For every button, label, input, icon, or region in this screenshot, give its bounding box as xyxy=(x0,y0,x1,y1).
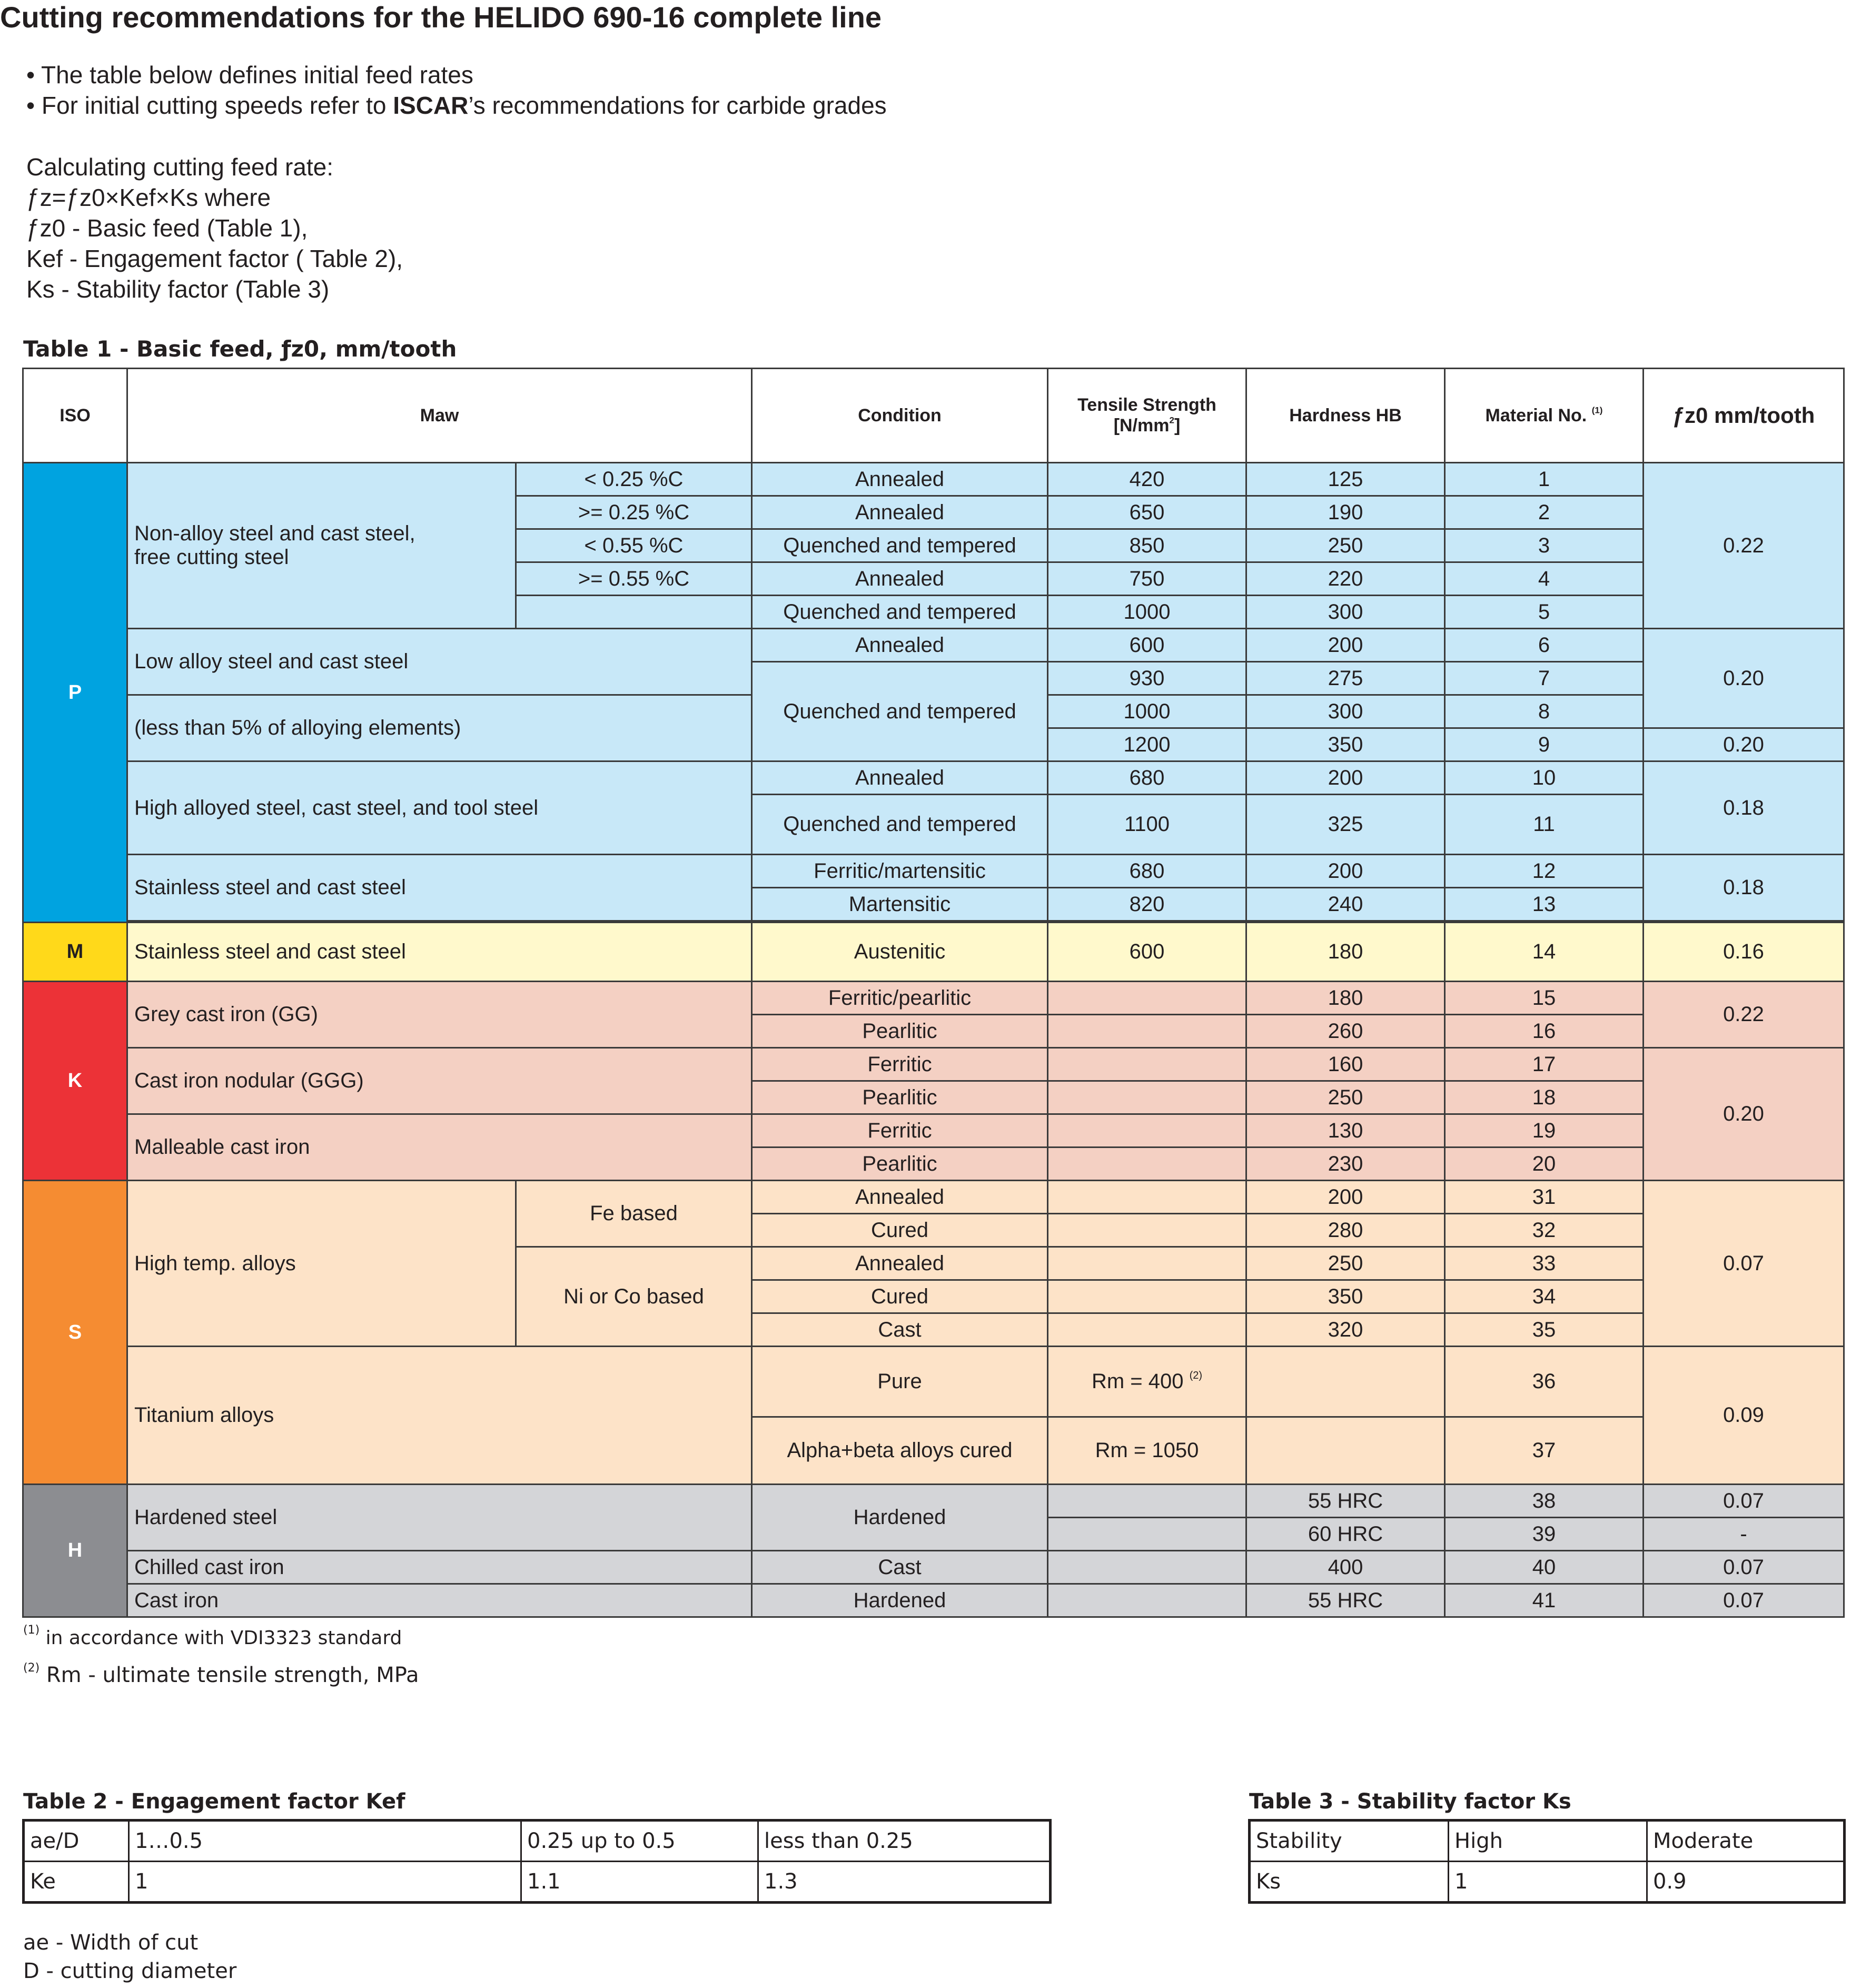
material-no: 33 xyxy=(1445,1247,1644,1280)
hardness: 55 HRC xyxy=(1246,1584,1445,1617)
material-no: 8 xyxy=(1445,695,1644,728)
t2-cell: 1 xyxy=(129,1862,521,1903)
t2-cell: 1.3 xyxy=(758,1862,1051,1903)
table1-header-row xyxy=(23,369,1844,463)
material-nonalloy-line2: free cutting steel xyxy=(134,546,289,569)
header-material: Maw xyxy=(127,369,752,463)
table-row xyxy=(23,629,1844,662)
iso-s: S xyxy=(23,1181,127,1485)
calc-def-fz0: ƒz0 - Basic feed (Table 1), xyxy=(26,214,308,242)
tensile xyxy=(1048,1114,1246,1148)
basic-feed-table xyxy=(22,368,1845,1618)
hardness: 325 xyxy=(1246,795,1445,855)
hardness xyxy=(1246,1417,1445,1485)
material-no: 7 xyxy=(1445,662,1644,695)
condition: Quenched and tempered xyxy=(752,795,1048,855)
condition: Austenitic xyxy=(752,923,1048,982)
material-no: 4 xyxy=(1445,562,1644,596)
fz0-p1: 0.22 xyxy=(1644,463,1844,629)
condition: Pearlitic xyxy=(752,1148,1048,1181)
table2-caption: Table 2 - Engagement factor Kef xyxy=(23,1789,405,1814)
hardness: 125 xyxy=(1246,463,1445,496)
carbon-4: >= 0.55 %C xyxy=(516,562,752,596)
footnote-2 xyxy=(23,1663,419,1687)
tensile xyxy=(1048,1015,1246,1048)
material-no: 19 xyxy=(1445,1114,1644,1148)
t3-cell: 1 xyxy=(1449,1862,1647,1903)
fe-based: Fe based xyxy=(516,1181,752,1247)
material-no: 41 xyxy=(1445,1584,1644,1617)
fz0-s2: 0.09 xyxy=(1644,1347,1844,1485)
fz0-h2: - xyxy=(1644,1518,1844,1551)
condition: Cured xyxy=(752,1214,1048,1247)
material-no: 6 xyxy=(1445,629,1644,662)
footnote-1-text: in accordance with VDI3323 standard xyxy=(39,1627,402,1649)
intro-bullet-2 xyxy=(26,91,887,120)
page-title: Cutting recommendations for the HELIDO 690-16 complete line xyxy=(0,1,882,34)
header-tensile-line1: Tensile Strength xyxy=(1077,395,1216,415)
condition: Annealed xyxy=(752,629,1048,662)
material-no: 17 xyxy=(1445,1048,1644,1081)
condition: Quenched and tempered xyxy=(752,596,1048,629)
hardness: 275 xyxy=(1246,662,1445,695)
header-material-no-text: Material No. xyxy=(1485,405,1587,426)
material-no: 39 xyxy=(1445,1518,1644,1551)
hardness: 200 xyxy=(1246,855,1445,888)
footnote-2-sup: (2) xyxy=(23,1661,40,1675)
condition: Ferritic/pearlitic xyxy=(752,982,1048,1015)
material-no: 34 xyxy=(1445,1280,1644,1313)
tensile: 750 xyxy=(1048,562,1246,596)
carbon-empty xyxy=(516,596,752,629)
intro-bullet-2-text: • For initial cutting speeds refer to xyxy=(26,92,393,119)
material-no: 32 xyxy=(1445,1214,1644,1247)
material-nonalloy-line1: Non-alloy steel and cast steel, xyxy=(134,522,415,545)
note-ae: ae - Width of cut xyxy=(23,1931,199,1955)
fz0-m: 0.16 xyxy=(1644,923,1844,982)
material-nodular: Cast iron nodular (GGG) xyxy=(127,1048,752,1114)
header-tensile-unit: [N/mm xyxy=(1113,416,1170,436)
material-no: 3 xyxy=(1445,529,1644,562)
material-no: 2 xyxy=(1445,496,1644,529)
condition: Quenched and tempered xyxy=(752,529,1048,562)
fz0-k1: 0.22 xyxy=(1644,982,1844,1048)
tensile: Rm = 1050 xyxy=(1048,1417,1246,1485)
tensile xyxy=(1048,1247,1246,1280)
material-no: 20 xyxy=(1445,1148,1644,1181)
t2-cell: less than 0.25 xyxy=(758,1821,1051,1862)
table1-caption: Table 1 - Basic feed, ƒz0, mm/tooth xyxy=(23,336,457,362)
material-no: 36 xyxy=(1445,1347,1644,1417)
t3-cell: Stability xyxy=(1250,1821,1449,1862)
material-no: 1 xyxy=(1445,463,1644,496)
header-fz0: ƒz0 mm/tooth xyxy=(1644,369,1844,463)
material-high-temp: High temp. alloys xyxy=(127,1181,516,1347)
note-d: D - cutting diameter xyxy=(23,1959,237,1983)
calc-def-ks: Ks - Stability factor (Table 3) xyxy=(26,275,330,303)
header-tensile-sup: 2 xyxy=(1169,415,1174,426)
fz0-p4: 0.18 xyxy=(1644,761,1844,855)
table-row xyxy=(23,1347,1844,1417)
header-material-no-sup: (1) xyxy=(1591,405,1603,416)
tensile: 1000 xyxy=(1048,596,1246,629)
tensile xyxy=(1048,1048,1246,1081)
table-row xyxy=(1250,1862,1845,1903)
table-row xyxy=(23,1551,1844,1584)
engagement-factor-table xyxy=(22,1819,1052,1904)
condition: Cast xyxy=(752,1551,1048,1584)
ni-co-based: Ni or Co based xyxy=(516,1247,752,1347)
condition: Pearlitic xyxy=(752,1015,1048,1048)
material-no: 31 xyxy=(1445,1181,1644,1214)
condition: Annealed xyxy=(752,1247,1048,1280)
tensile xyxy=(1048,1518,1246,1551)
t2-cell: Ke xyxy=(24,1862,129,1903)
condition: Alpha+beta alloys cured xyxy=(752,1417,1048,1485)
condition: Annealed xyxy=(752,1181,1048,1214)
tensile: 1000 xyxy=(1048,695,1246,728)
material-no: 38 xyxy=(1445,1485,1644,1518)
hardness: 220 xyxy=(1246,562,1445,596)
hardness: 300 xyxy=(1246,695,1445,728)
material-stainless-m: Stainless steel and cast steel xyxy=(127,923,752,982)
condition: Pearlitic xyxy=(752,1081,1048,1114)
material-titanium: Titanium alloys xyxy=(127,1347,752,1485)
condition: Ferritic xyxy=(752,1048,1048,1081)
tensile: 680 xyxy=(1048,855,1246,888)
hardness: 180 xyxy=(1246,982,1445,1015)
hardness: 60 HRC xyxy=(1246,1518,1445,1551)
hardness: 250 xyxy=(1246,529,1445,562)
material-no: 10 xyxy=(1445,761,1644,795)
hardness: 250 xyxy=(1246,1081,1445,1114)
tensile xyxy=(1048,1214,1246,1247)
fz0-p5: 0.18 xyxy=(1644,855,1844,921)
condition: Quenched and tempered xyxy=(752,662,1048,761)
tensile-rm400: Rm = 400 xyxy=(1091,1370,1184,1393)
material-low-alloy-note: (less than 5% of alloying elements) xyxy=(127,695,752,761)
hardness: 260 xyxy=(1246,1015,1445,1048)
hardness: 250 xyxy=(1246,1247,1445,1280)
header-material-no xyxy=(1445,369,1644,463)
condition: Annealed xyxy=(752,562,1048,596)
calc-def-kef: Kef - Engagement factor ( Table 2), xyxy=(26,245,403,272)
table-row xyxy=(23,923,1844,982)
condition: Annealed xyxy=(752,496,1048,529)
material-stainless-p: Stainless steel and cast steel xyxy=(127,855,752,921)
hardness: 300 xyxy=(1246,596,1445,629)
material-no: 16 xyxy=(1445,1015,1644,1048)
table-row xyxy=(23,463,1844,496)
iso-m: M xyxy=(23,923,127,982)
tensile: 1200 xyxy=(1048,728,1246,761)
condition: Ferritic xyxy=(752,1114,1048,1148)
tensile: 600 xyxy=(1048,923,1246,982)
hardness: 320 xyxy=(1246,1313,1445,1347)
iso-h: H xyxy=(23,1485,127,1617)
intro-bullet-2-suffix: ’s recommendations for carbide grades xyxy=(468,92,887,119)
table-row xyxy=(23,761,1844,795)
table-row xyxy=(24,1862,1051,1903)
iso-k: K xyxy=(23,982,127,1181)
t3-cell: Ks xyxy=(1250,1862,1449,1903)
material-no: 37 xyxy=(1445,1417,1644,1485)
tensile xyxy=(1048,1181,1246,1214)
tensile xyxy=(1048,1347,1246,1417)
condition: Pure xyxy=(752,1347,1048,1417)
hardness: 200 xyxy=(1246,761,1445,795)
table-row xyxy=(24,1821,1051,1862)
hardness: 190 xyxy=(1246,496,1445,529)
hardness: 350 xyxy=(1246,728,1445,761)
carbon-1: < 0.25 %C xyxy=(516,463,752,496)
footnote-1 xyxy=(23,1624,402,1649)
hardness: 55 HRC xyxy=(1246,1485,1445,1518)
hardness: 400 xyxy=(1246,1551,1445,1584)
fz0-p2: 0.20 xyxy=(1644,629,1844,728)
table-row xyxy=(23,982,1844,1015)
tensile-sup: (2) xyxy=(1189,1370,1203,1381)
hardness: 230 xyxy=(1246,1148,1445,1181)
fz0-h3: 0.07 xyxy=(1644,1551,1844,1584)
t3-cell: High xyxy=(1449,1821,1647,1862)
intro-bullet-1: • The table below defines initial feed rates xyxy=(26,61,473,88)
table3-caption: Table 3 - Stability factor Ks xyxy=(1249,1789,1571,1814)
condition: Cured xyxy=(752,1280,1048,1313)
iso-p: P xyxy=(23,463,127,923)
header-iso: ISO xyxy=(23,369,127,463)
condition: Ferritic/martensitic xyxy=(752,855,1048,888)
calc-title: Calculating cutting feed rate: xyxy=(26,153,334,181)
t3-cell: 0.9 xyxy=(1647,1862,1845,1903)
table-row xyxy=(1250,1821,1845,1862)
material-no: 18 xyxy=(1445,1081,1644,1114)
material-chilled-cast-iron: Chilled cast iron xyxy=(127,1551,752,1584)
fz0-k2: 0.20 xyxy=(1644,1048,1844,1181)
t2-cell: 1…0.5 xyxy=(129,1821,521,1862)
calc-formula: ƒz=ƒz0×Kef×Ks where xyxy=(26,184,271,211)
carbon-2: >= 0.25 %C xyxy=(516,496,752,529)
tensile xyxy=(1048,1551,1246,1584)
material-no: 12 xyxy=(1445,855,1644,888)
table-row xyxy=(23,1485,1844,1518)
tensile xyxy=(1048,1280,1246,1313)
fz0-s1: 0.07 xyxy=(1644,1181,1844,1347)
hardness: 160 xyxy=(1246,1048,1445,1081)
hardness: 240 xyxy=(1246,888,1445,921)
tensile xyxy=(1048,982,1246,1015)
tensile xyxy=(1048,1313,1246,1347)
t2-cell: 0.25 up to 0.5 xyxy=(521,1821,758,1862)
condition: Hardened xyxy=(752,1485,1048,1551)
header-tensile xyxy=(1048,369,1246,463)
tensile: 420 xyxy=(1048,463,1246,496)
fz0-h1: 0.07 xyxy=(1644,1485,1844,1518)
material-no: 15 xyxy=(1445,982,1644,1015)
material-high-alloy: High alloyed steel, cast steel, and tool steel xyxy=(127,761,752,855)
iscar-brand: ISCAR xyxy=(393,92,469,119)
header-condition: Condition xyxy=(752,369,1048,463)
hardness xyxy=(1246,1347,1445,1417)
material-no: 5 xyxy=(1445,596,1644,629)
material-no: 14 xyxy=(1445,923,1644,982)
condition: Annealed xyxy=(752,463,1048,496)
table-row xyxy=(23,855,1844,888)
carbon-3: < 0.55 %C xyxy=(516,529,752,562)
hardness: 350 xyxy=(1246,1280,1445,1313)
header-tensile-bracket: ] xyxy=(1174,416,1181,436)
tensile xyxy=(1048,1148,1246,1181)
material-grey-cast-iron: Grey cast iron (GG) xyxy=(127,982,752,1048)
hardness: 280 xyxy=(1246,1214,1445,1247)
stability-factor-table xyxy=(1248,1819,1846,1904)
material-malleable: Malleable cast iron xyxy=(127,1114,752,1181)
material-nonalloy xyxy=(127,463,516,629)
material-no: 13 xyxy=(1445,888,1644,921)
tensile: 600 xyxy=(1048,629,1246,662)
tensile: 930 xyxy=(1048,662,1246,695)
hardness: 130 xyxy=(1246,1114,1445,1148)
hardness: 200 xyxy=(1246,629,1445,662)
fz0-p3: 0.20 xyxy=(1644,728,1844,761)
tensile: 1100 xyxy=(1048,795,1246,855)
tensile: 820 xyxy=(1048,888,1246,921)
material-no: 11 xyxy=(1445,795,1644,855)
material-no: 40 xyxy=(1445,1551,1644,1584)
fz0-h4: 0.07 xyxy=(1644,1584,1844,1617)
material-hardened-steel: Hardened steel xyxy=(127,1485,752,1551)
t3-cell: Moderate xyxy=(1647,1821,1845,1862)
tensile xyxy=(1048,1081,1246,1114)
tensile xyxy=(1048,1584,1246,1617)
material-no: 9 xyxy=(1445,728,1644,761)
material-no: 35 xyxy=(1445,1313,1644,1347)
tensile: 650 xyxy=(1048,496,1246,529)
condition: Cast xyxy=(752,1313,1048,1347)
hardness: 200 xyxy=(1246,1181,1445,1214)
material-low-alloy: Low alloy steel and cast steel xyxy=(127,629,752,695)
table-row xyxy=(23,1584,1844,1617)
material-cast-iron: Cast iron xyxy=(127,1584,752,1617)
condition: Annealed xyxy=(752,761,1048,795)
table-row xyxy=(23,1048,1844,1081)
footnote-2-text: Rm - ultimate tensile strength, MPa xyxy=(39,1663,419,1687)
tensile xyxy=(1048,1485,1246,1518)
tensile: 680 xyxy=(1048,761,1246,795)
hardness: 180 xyxy=(1246,923,1445,982)
tensile: 850 xyxy=(1048,529,1246,562)
condition: Hardened xyxy=(752,1584,1048,1617)
header-hardness: Hardness HB xyxy=(1246,369,1445,463)
t2-cell: 1.1 xyxy=(521,1862,758,1903)
table-row xyxy=(23,1114,1844,1148)
t2-cell: ae/D xyxy=(24,1821,129,1862)
condition: Martensitic xyxy=(752,888,1048,921)
footnote-1-sup: (1) xyxy=(23,1624,40,1637)
table-row xyxy=(23,1181,1844,1214)
